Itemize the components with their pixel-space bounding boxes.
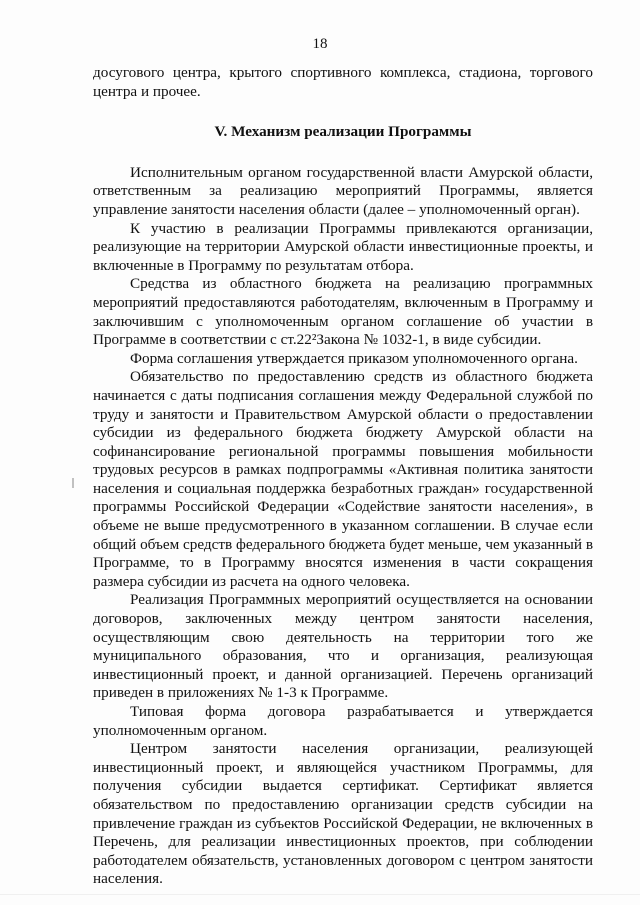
paragraph-1: Исполнительным органом государственной власти Амурской области, ответственным за реализацию мероприятий Программы, является управление занятости населения области (далее – уполномоченный орган).	[93, 163, 593, 218]
section-heading: V. Механизм реализации Программы	[214, 123, 472, 141]
paragraph-continuation: досугового центра, крытого спортивного комплекса, стадиона, торгового центра и прочее.	[93, 64, 593, 100]
paragraph-7: Типовая форма договора разрабатывается и утверждается уполномоченным органом.	[93, 703, 593, 739]
paragraph-8: Центром занятости населения организации, реализующей инвестиционный проект, и являющейся участником Программы, для получения субсидии выдается сертификат. Сертификат является обязательством по предоставлению организации средств субсидии на привлечение граждан из субъектов Российской Федерации, не включенных в Перечень, для реализации инвестиционных проектов, при соблюдении работодателем обязательств, установленных договором с центром занятости населения.	[93, 740, 593, 888]
paragraph-5: Обязательство по предоставлению средств из областного бюджета начинается с даты подписания соглашения между Федеральной службой по труду и занятости и Правительством Амурской области о предоставлении субсидии из федерального бюджета бюджету Амурской области на софинансирование региональной программы повышения мобильности трудовых ресурсов в рамках подпрограммы «Активная политика занятости населения и социальная поддержка безработных граждан» государственной программы Российской Федерации «Содействие занятости населения», в объеме не выше предусмотренного в указанном соглашении. В случае если общий объем средств федерального бюджета будет меньше, чем указанный в Программе, то в Программу вносятся изменения в части сокращения размера субсидии из расчета на одного человека.	[93, 368, 593, 590]
paragraph-6: Реализация Программных мероприятий осуществляется на основании договоров, заключенных между центром занятости населения, осуществляющим свою деятельность на территории того же муниципального образования, что и организация, реализующая инвестиционный проект, и данной организацией. Перечень организаций приведен в приложениях № 1-3 к Программе.	[93, 591, 593, 702]
paragraph-2: К участию в реализации Программы привлекаются организации, реализующие на территории Амурской области инвестиционные проекты, и включенные в Программу по результатам отбора.	[93, 219, 593, 274]
page-bottom-edge	[0, 894, 640, 895]
scan-mark	[72, 478, 74, 488]
document-body	[93, 64, 593, 889]
paragraph-4: Форма соглашения утверждается приказом уполномоченного органа.	[130, 349, 578, 367]
page-number: 18	[312, 36, 328, 52]
paragraph-3: Средства из областного бюджета на реализацию программных мероприятий предоставляются работодателям, включенным в Программу и заключившим с уполномоченным органом соглашение об участии в Программе в соответствии с ст.22²Закона № 1032-1, в виде субсидии.	[93, 275, 593, 349]
